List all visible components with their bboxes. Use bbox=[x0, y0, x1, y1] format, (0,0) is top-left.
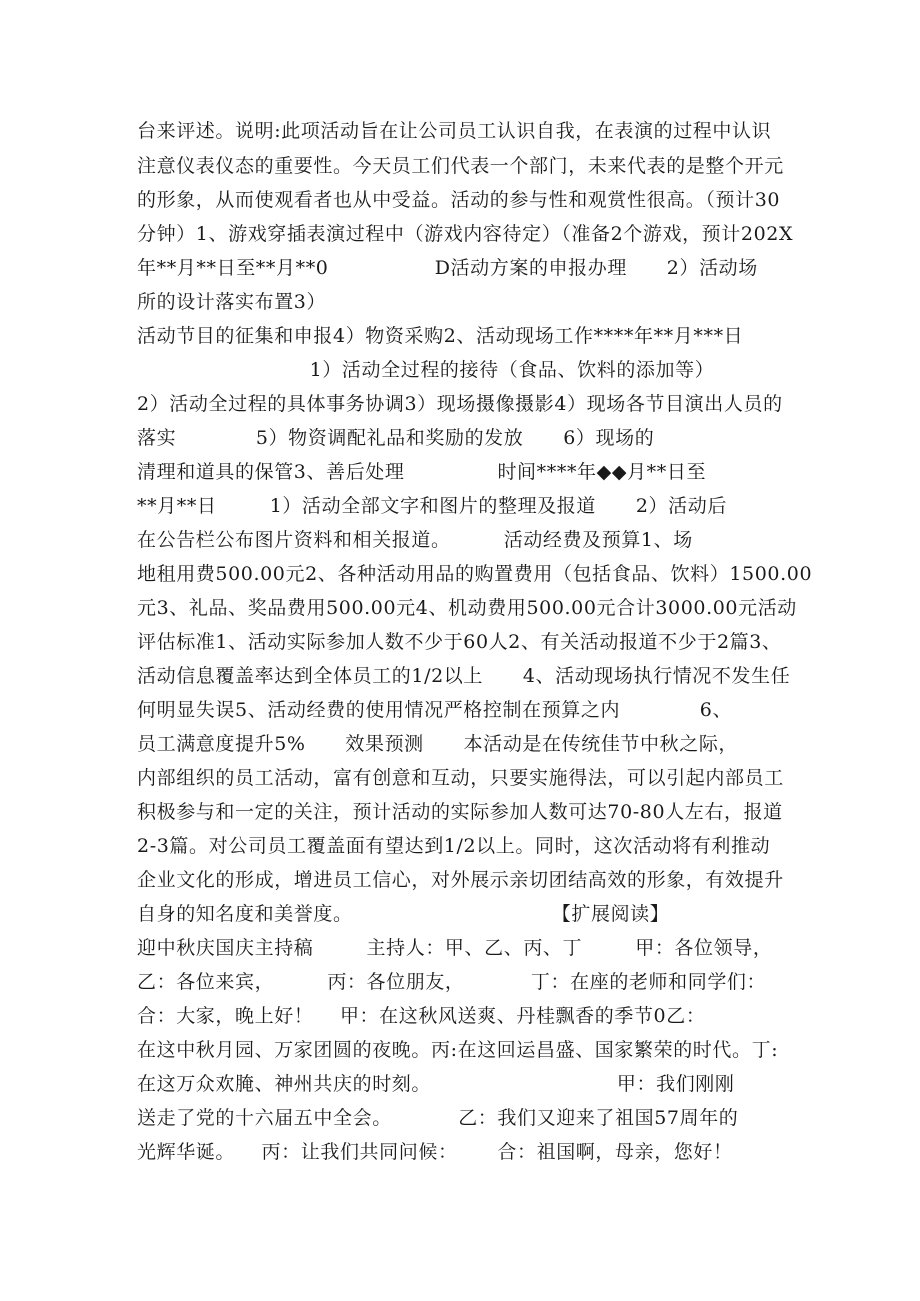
text-line: 1）活动全过程的接待（食品、饮料的添加等） bbox=[137, 359, 715, 381]
text-line: 迎中秋庆国庆主持稿 主持人：甲、乙、丙、丁 甲：各位领导， bbox=[137, 937, 773, 959]
text-line: 元3、礼品、奖品费用500.00元4、机动费用500.00元合计3000.00元活动 bbox=[137, 597, 797, 619]
text-line: 地租用费500.00元2、各种活动用品的购置费用（包括食品、饮料）1500.00 bbox=[137, 563, 813, 585]
text-line: 活动信息覆盖率达到全体员工的1/2以上 4、活动现场执行情况不发生任 bbox=[137, 665, 791, 687]
text-line: 注意仪表仪态的重要性。今天员工们代表一个部门，未来代表的是整个开元 bbox=[137, 155, 784, 177]
text-line: 2）活动全过程的具体事务协调3）现场摄像摄影4）现场各节目演出人员的 bbox=[137, 393, 783, 415]
text-line: 员工满意度提升5% 效果预测 本活动是在传统佳节中秋之际， bbox=[137, 733, 739, 755]
text-line: 在这中秋月园、万家团圆的夜晚。丙:在这回运昌盛、国家繁荣的时代。丁: bbox=[137, 1039, 779, 1061]
text-line: 合：大家，晚上好！ 甲：在这秋风送爽、丹桂飘香的季节0乙： bbox=[137, 1005, 706, 1027]
text-line: 在公告栏公布图片资料和相关报道。 活动经费及预算1、场 bbox=[137, 529, 693, 551]
text-line: 分钟）1、游戏穿插表演过程中（游戏内容待定）（准备2个游戏，预计202X bbox=[137, 223, 794, 245]
text-line: 何明显失误5、活动经费的使用情况严格控制在预算之内 6、 bbox=[137, 699, 733, 721]
text-line: 积极参与和一定的关注，预计活动的实际参加人数可达70-80人左右，报道 bbox=[137, 801, 783, 823]
text-line: 活动节目的征集和申报4）物资采购2、活动现场工作****年**月***日 bbox=[137, 325, 744, 347]
text-line: 光辉华诞。 丙：让我们共同问候： 合：祖国啊，母亲，您好！ bbox=[137, 1141, 733, 1163]
text-line: 自身的知名度和美誉度。 【扩展阅读】 bbox=[137, 903, 670, 925]
text-line: 年**月**日至**月**0 D活动方案的申报办理 2）活动场 bbox=[137, 257, 758, 279]
text-line: 清理和道具的保管3、善后处理 时间****年◆◆月**日至 bbox=[137, 461, 707, 483]
text-line: 台来评述。说明:此项活动旨在让公司员工认识自我，在表演的过程中认识 bbox=[137, 120, 772, 142]
text-line: 内部组织的员工活动，富有创意和互动，只要实施得法，可以引起内部员工 bbox=[137, 767, 784, 789]
text-line: 评估标准1、活动实际参加人数不少于60人2、有关活动报道不少于2篇3、 bbox=[137, 631, 782, 653]
text-line: 企业文化的形成，增进员工信心，对外展示亲切团结高效的形象，有效提升 bbox=[137, 869, 784, 891]
text-line: **月**日 1）活动全部文字和图片的整理及报道 2）活动后 bbox=[137, 495, 727, 517]
text-line: 的形象，从而使观看者也从中受益。活动的参与性和观赏性很高。（预计30 bbox=[137, 189, 781, 211]
text-line: 落实 5）物资调配礼品和奖励的发放 6）现场的 bbox=[137, 427, 655, 449]
text-line: 2-3篇。对公司员工覆盖面有望达到1/2以上。同时，这次活动将有利推动 bbox=[137, 835, 771, 857]
text-line: 乙：各位来宾， 丙：各位朋友， 丁：在座的老师和同学们： bbox=[137, 971, 767, 993]
text-line: 送走了党的十六届五中全会。 乙：我们又迎来了祖国57周年的 bbox=[137, 1107, 739, 1129]
text-line: 在这万众欢腌、神州共庆的时刻。 甲：我们刚刚 bbox=[137, 1073, 735, 1095]
text-line: 所的设计落实布置3） bbox=[137, 291, 327, 313]
